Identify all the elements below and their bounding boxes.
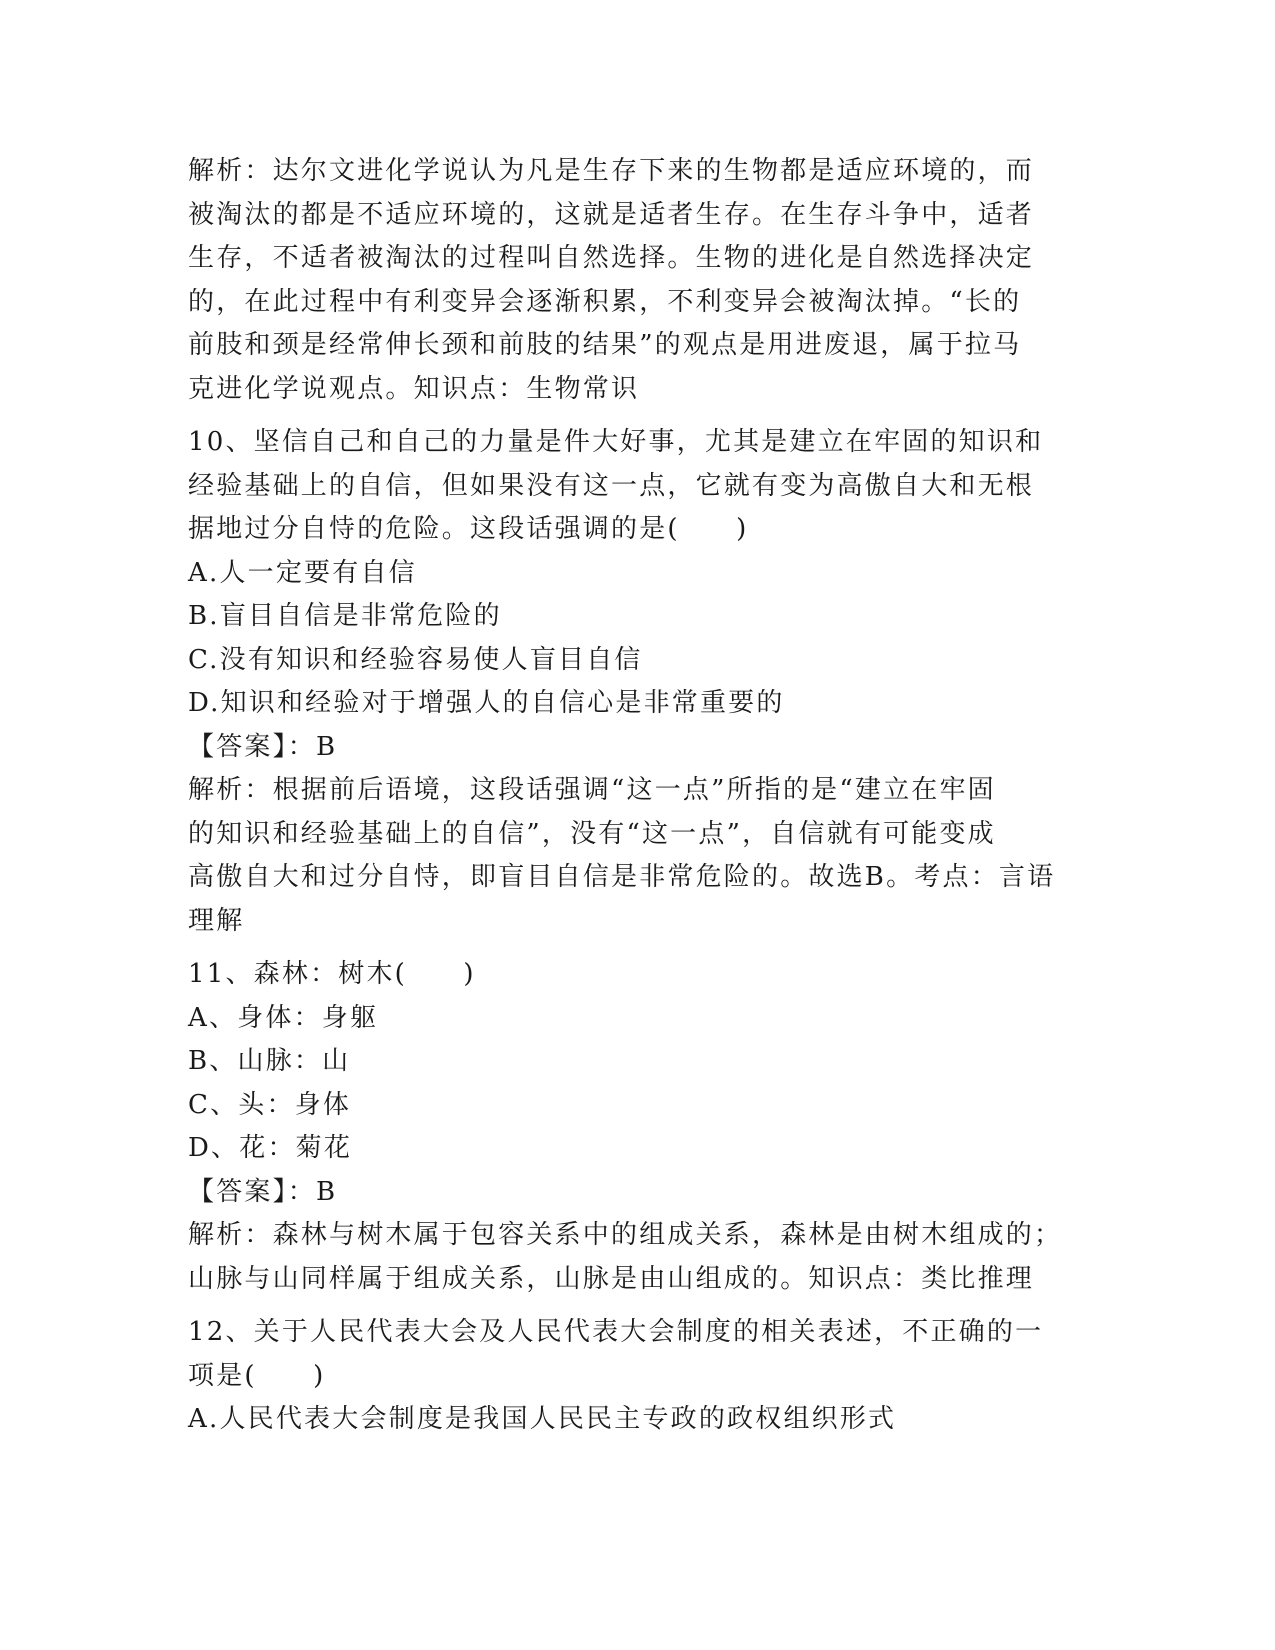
analysis-line: 高傲自大和过分自恃，即盲目自信是非常危险的。故选B。考点：言语 <box>188 862 1056 892</box>
analysis-line: 解析：森林与树木属于包容关系中的组成关系，森林是由树木组成的； <box>188 1220 1063 1250</box>
block-gap <box>188 1301 1088 1311</box>
text-line: 被淘汰的都是不适应环境的，这就是适者生存。在生存斗争中，适者 <box>188 199 1035 230</box>
document-page <box>188 150 1088 1442</box>
question-stem: 11、森林：树木( ) <box>188 959 476 989</box>
analysis-line: 的知识和经验基础上的自信”，没有“这一点”，自信就有可能变成 <box>188 818 996 849</box>
option-a: A.人民代表大会制度是我国人民民主专政的政权组织形式 <box>188 1404 897 1434</box>
option-b: B、山脉：山 <box>188 1046 351 1076</box>
text-line: 克进化学说观点。知识点：生物常识 <box>188 373 640 404</box>
analysis-line: 理解 <box>188 905 245 936</box>
option-c: C.没有知识和经验容易使人盲目自信 <box>188 644 643 675</box>
option-a: A、身体：身躯 <box>188 1002 379 1033</box>
question-10 <box>188 421 1088 943</box>
question-stem: 项是( ) <box>188 1360 326 1391</box>
block-gap <box>188 943 1088 953</box>
question-stem: 经验基础上的自信，但如果没有这一点，它就有变为高傲自大和无根 <box>188 470 1035 501</box>
text-line: 生存，不适者被淘汰的过程叫自然选择。生物的进化是自然选择决定 <box>188 243 1035 273</box>
question-stem: 据地过分自恃的危险。这段话强调的是( ) <box>188 514 749 544</box>
question-stem: 12、关于人民代表大会及人民代表大会制度的相关表述，不正确的一 <box>188 1317 1044 1347</box>
answer: 【答案】：B <box>188 731 338 762</box>
answer: 【答案】：B <box>188 1176 338 1207</box>
text-line: 的，在此过程中有利变异会逐渐积累，不利变异会被淘汰掉。“长的 <box>188 286 1022 317</box>
option-c: C、头：身体 <box>188 1089 352 1120</box>
block-gap <box>188 411 1088 421</box>
option-b: B.盲目自信是非常危险的 <box>188 601 502 631</box>
text-line: 解析：达尔文进化学说认为凡是生存下来的生物都是适应环境的，而 <box>188 156 1035 186</box>
question-12 <box>188 1311 1088 1442</box>
option-d: D.知识和经验对于增强人的自信心是非常重要的 <box>188 688 785 718</box>
question-stem: 10、坚信自己和自己的力量是件大好事，尤其是建立在牢固的知识和 <box>188 427 1044 457</box>
text-line: 前肢和颈是经常伸长颈和前肢的结果”的观点是用进废退，属于拉马 <box>188 330 1022 360</box>
option-d: D、花：菊花 <box>188 1133 353 1163</box>
option-a: A.人一定要有自信 <box>188 557 417 588</box>
analysis-line: 山脉与山同样属于组成关系，山脉是由山组成的。知识点：类比推理 <box>188 1263 1035 1294</box>
q9-analysis <box>188 150 1088 411</box>
analysis-line: 解析：根据前后语境，这段话强调“这一点”所指的是“建立在牢固 <box>188 775 996 805</box>
question-11 <box>188 953 1088 1301</box>
